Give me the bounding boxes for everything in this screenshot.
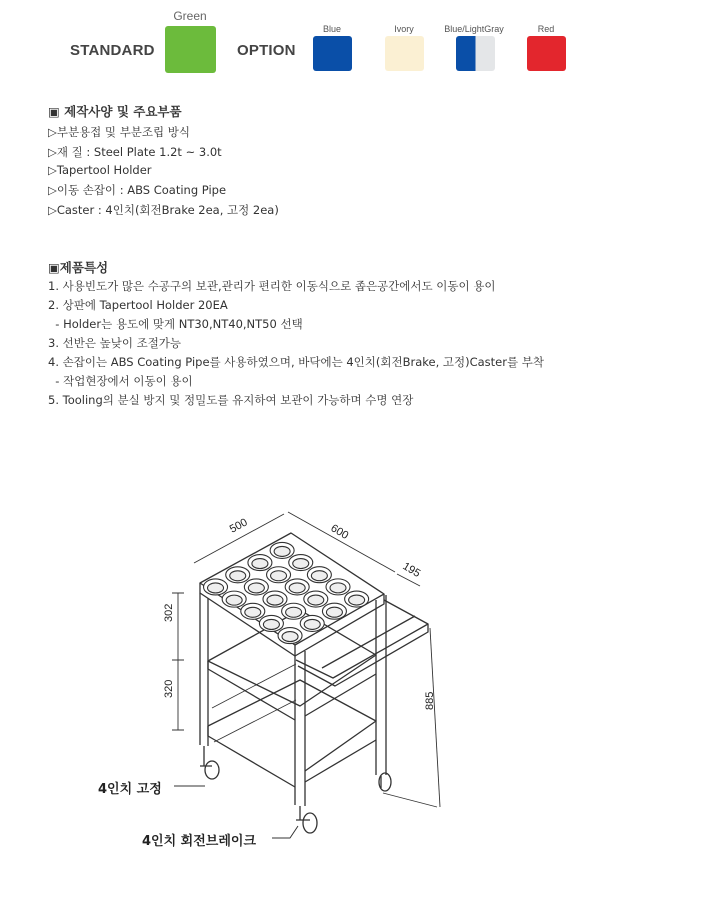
tool-holder-bore (271, 571, 287, 581)
tool-holder-bore (286, 607, 302, 617)
dimension-upper-gap: 302 (163, 603, 175, 622)
tool-holder-bore (208, 583, 224, 593)
spec-item: ▷Caster : 4인치(회전Brake 2ea, 고정 2ea) (48, 203, 279, 217)
tool-holder-bore (245, 607, 261, 617)
feature-item: - Holder는 용도에 맞게 NT30,NT40,NT50 선택 (48, 317, 303, 331)
dimension-depth: 500 (227, 516, 250, 536)
tool-holder-bore (282, 632, 298, 642)
features-section-title: ▣제품특성 (48, 260, 109, 275)
standard-swatch-name: Green (173, 9, 207, 23)
spec-item: ▷Tapertool Holder (48, 163, 152, 177)
tool-holder-bore (248, 583, 264, 593)
spec-section-title: ▣ 제작사양 및 주요부품 (48, 104, 182, 119)
green-color-swatch (165, 26, 216, 73)
ivory-color-swatch (385, 36, 424, 71)
dimension-width: 600 (328, 522, 351, 543)
dimension-lower-gap: 320 (163, 679, 175, 698)
blue-lightgray-color-swatch (456, 36, 495, 71)
blue-color-swatch (313, 36, 352, 71)
dimension-handle: 195 (400, 560, 423, 581)
tool-holder-bore (349, 595, 365, 605)
spec-item: ▷재 질 : Steel Plate 1.2t ~ 3.0t (48, 145, 222, 159)
tool-holder-bore (293, 559, 309, 569)
feature-item: 5. Tooling의 분실 방지 및 정밀도를 유지하여 보관이 가능하며 수명 연장 (48, 393, 414, 407)
tool-holder-bore (252, 559, 268, 569)
spec-item: ▷이동 손잡이 : ABS Coating Pipe (48, 183, 227, 197)
red-swatch-name: Red (537, 24, 555, 34)
dimension-height: 885 (424, 691, 436, 710)
feature-item: 3. 선반은 높낮이 조절가능 (48, 336, 182, 350)
ivory-swatch-name: Ivory (394, 24, 414, 34)
tool-holder-bore (263, 619, 279, 629)
option-label: OPTION (237, 42, 296, 59)
fixed-caster-callout: 4인치 고정 (98, 782, 162, 797)
feature-item: - 작업현장에서 이동이 용이 (48, 374, 193, 388)
feature-item: 4. 손잡이는 ABS Coating Pipe를 사용하였으며, 바닥에는 4인치(회전Brake, 고정)Caster를 부착 (48, 355, 544, 369)
tool-holder-bore (308, 595, 324, 605)
feature-item: 1. 사용빈도가 많은 수공구의 보관,관리가 편리한 이동식으로 좁은공간에서도 이동이 용이 (48, 279, 496, 293)
tool-holder-bore (267, 595, 283, 605)
brake-caster-callout: 4인치 회전브레이크 (142, 834, 257, 849)
tool-holder-bore (289, 583, 305, 593)
tool-holder-bore (304, 619, 320, 629)
blue-lightgray-swatch-name: Blue/LightGray (444, 24, 504, 34)
feature-item: 2. 상판에 Tapertool Holder 20EA (48, 298, 228, 312)
tool-holder-bore (311, 571, 327, 581)
tool-holder-bore (330, 583, 346, 593)
blue-swatch-name: Blue (322, 24, 341, 34)
tool-holder-bore (230, 571, 246, 581)
tool-holder-bore (326, 607, 342, 617)
tool-holder-bore (274, 546, 290, 556)
tool-holder-bore (226, 595, 242, 605)
standard-label: STANDARD (70, 42, 155, 59)
red-color-swatch (527, 36, 566, 71)
tool-cart-drawing (0, 490, 709, 910)
spec-item: ▷부분용접 및 부분조립 방식 (48, 125, 191, 139)
